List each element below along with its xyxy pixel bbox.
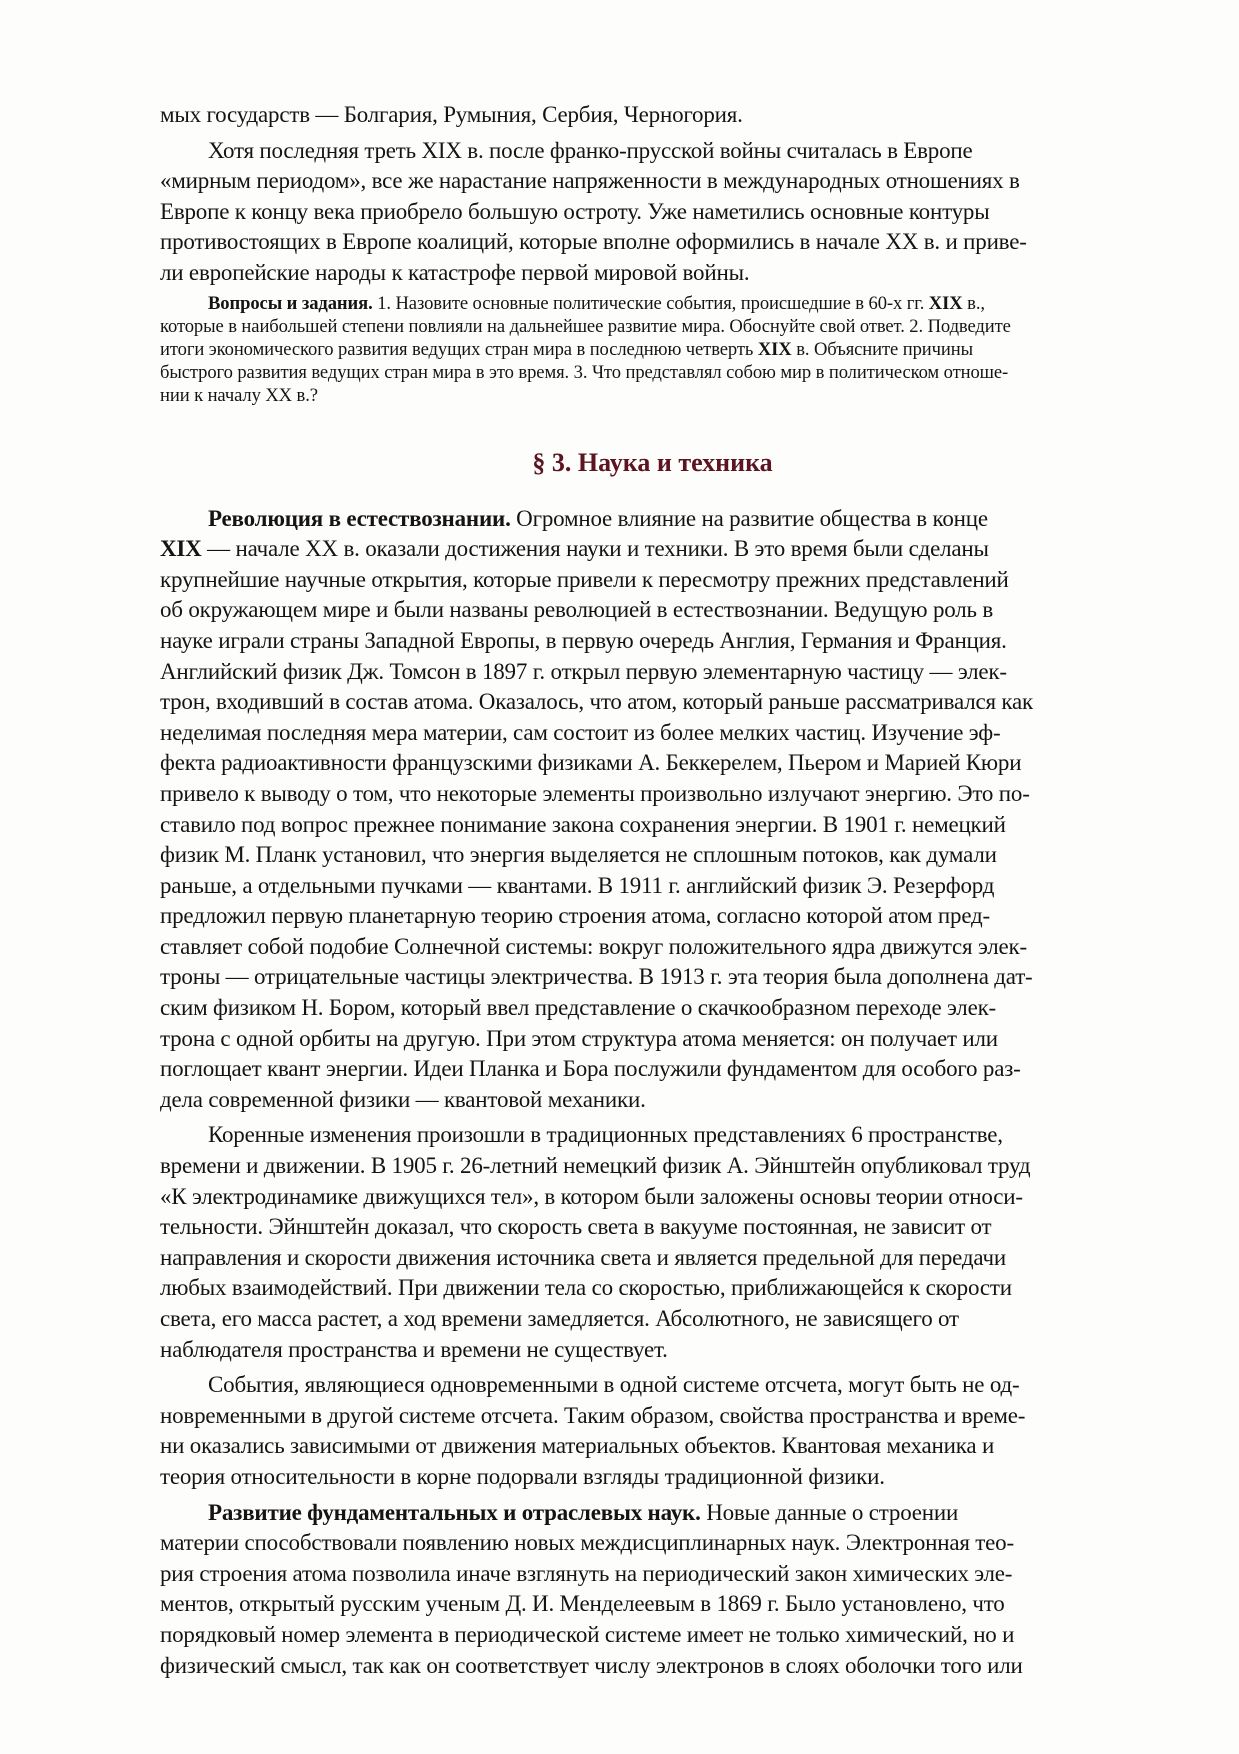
text-line xyxy=(160,1243,1145,1274)
text-run: мых государств — Болгария, Румыния, Сербия, Черногория. xyxy=(160,102,743,127)
text-line xyxy=(160,292,1145,315)
text-line xyxy=(160,136,1145,167)
paragraph xyxy=(160,504,1145,1116)
text-run: События, являющиеся одновременными в одной системе отсчета, могут быть не од- xyxy=(208,1372,1020,1398)
paragraph xyxy=(160,136,1145,289)
text-run: новременными в другой системе отсчета. Таким образом, свойства пространства и време- xyxy=(160,1402,1026,1428)
text-run: направления и скорости движения источника света и является предельной для передачи xyxy=(160,1244,1006,1270)
text-line xyxy=(160,1212,1145,1243)
text-run: неделимая последняя мера материи, сам состоит из более мелких частиц. Изучение эф- xyxy=(160,719,1001,745)
text-run: ли европейские народы к катастрофе первой мировой войны. xyxy=(160,259,750,285)
text-run: ментов, открытый русским ученым Д. И. Менделеевым в 1869 г. Было установлено, что xyxy=(160,1591,1005,1617)
bold-text-run: Вопросы и задания. xyxy=(208,292,373,314)
document-content xyxy=(160,100,1145,1681)
text-line xyxy=(160,1431,1145,1462)
bold-text-run: Революция в естествознании. xyxy=(208,505,511,531)
text-line xyxy=(160,1462,1145,1493)
bold-text-run: Развитие фундаментальных и отраслевых наук. xyxy=(208,1499,701,1525)
text-line xyxy=(160,1589,1145,1620)
text-run: ставляет собой подобие Солнечной системы: вокруг положительного ядра движутся элек- xyxy=(160,933,1027,959)
questions-paragraph xyxy=(160,292,1145,408)
text-line xyxy=(160,687,1145,718)
text-run: привело к выводу о том, что некоторые элементы произвольно излучают энергию. Это по- xyxy=(160,780,1030,806)
text-run: ставило под вопрос прежнее понимание закона сохранения энергии. В 1901 г. немецкий xyxy=(160,811,1006,837)
text-line xyxy=(160,197,1145,228)
text-run: «мирным периодом», все же нарастание напряженности в международных отношениях в xyxy=(160,168,1020,194)
section-heading xyxy=(160,448,1145,478)
text-line xyxy=(160,1120,1145,1151)
text-run: Европе к концу века приобрело большую остроту. Уже наметились основные контуры xyxy=(160,198,990,224)
paragraph xyxy=(160,1370,1145,1492)
text-line xyxy=(160,1370,1145,1401)
text-run: ни оказались зависимыми от движения материальных объектов. Квантовая механика и xyxy=(160,1433,995,1459)
text-line xyxy=(160,166,1145,197)
text-run: теория относительности в корне подорвали взгляды традиционной физики. xyxy=(160,1463,885,1489)
text-run: поглощает квант энергии. Идеи Планка и Бора послужили фундаментом для особого раз- xyxy=(160,1056,1021,1082)
text-line xyxy=(160,932,1145,963)
text-line xyxy=(160,1620,1145,1651)
text-line xyxy=(160,840,1145,871)
text-line xyxy=(160,1528,1145,1559)
text-run: Огромное влияние на развитие общества в конце xyxy=(510,505,988,531)
text-line xyxy=(160,384,1145,407)
text-line xyxy=(160,657,1145,688)
text-run: наблюдателя пространства и времени не существует. xyxy=(160,1336,668,1362)
text-run: физик М. Планк установил, что энергия выделяется не сплошным потоков, как думали xyxy=(160,842,997,868)
text-line xyxy=(160,258,1145,289)
text-run: быстрого развития ведущих стран мира в это время. 3. Что представлял собою мир в политическом отноше- xyxy=(160,362,1009,384)
text-line xyxy=(160,565,1145,596)
text-run: троны — отрицательные частицы электричества. В 1913 г. эта теория была дополнена дат- xyxy=(160,964,1033,990)
text-run: об окружающем мире и были названы революцией в естествознании. Ведущую роль в xyxy=(160,597,994,623)
text-line xyxy=(160,100,1145,131)
text-line xyxy=(160,338,1145,361)
bold-text-run: XIX xyxy=(160,536,202,562)
text-line xyxy=(160,227,1145,258)
text-run: Английский физик Дж. Томсон в 1897 г. открыл первую элементарную частицу — элек- xyxy=(160,658,1007,684)
text-line xyxy=(160,810,1145,841)
text-line xyxy=(160,993,1145,1024)
paragraph xyxy=(160,1498,1145,1682)
text-run: в. Объясните причины xyxy=(791,338,973,360)
text-run: трона с одной орбиты на другую. При этом структура атома меняется: он получает или xyxy=(160,1025,998,1051)
text-run: фекта радиоактивности французскими физиками А. Беккерелем, Пьером и Марией Кюри xyxy=(160,750,1022,776)
text-line xyxy=(160,962,1145,993)
text-line xyxy=(160,595,1145,626)
text-line xyxy=(160,1498,1145,1529)
text-line xyxy=(160,315,1145,338)
text-line xyxy=(160,718,1145,749)
text-run: раньше, а отдельными пучками — квантами. В 1911 г. английский физик Э. Резерфорд xyxy=(160,872,995,898)
text-line xyxy=(160,1335,1145,1366)
text-line xyxy=(160,1085,1145,1116)
text-line xyxy=(160,1054,1145,1085)
text-line xyxy=(160,1182,1145,1213)
text-line xyxy=(160,1401,1145,1432)
text-line xyxy=(160,1304,1145,1335)
text-line xyxy=(160,534,1145,565)
text-line xyxy=(160,871,1145,902)
text-run: в., xyxy=(962,292,985,314)
text-run: тельности. Эйнштейн доказал, что скорость света в вакууме постоянная, не зависит от xyxy=(160,1214,992,1240)
text-line xyxy=(160,1559,1145,1590)
text-line xyxy=(160,361,1145,384)
text-line xyxy=(160,1651,1145,1682)
text-run: Хотя последняя треть XIX в. после франко-прусской войны считалась в Европе xyxy=(208,137,973,163)
text-line xyxy=(160,779,1145,810)
bold-text-run: § 3. Наука и техника xyxy=(532,447,773,477)
text-run: рия строения атома позволила иначе взглянуть на периодический закон химических эле- xyxy=(160,1560,1013,1586)
text-run: 1. Назовите основные политические события, происшедшие в 60-х гг. xyxy=(372,292,929,314)
text-run: дела современной физики — квантовой механики. xyxy=(160,1086,646,1112)
text-line xyxy=(160,1024,1145,1055)
text-run: материи способствовали появлению новых междисциплинарных наук. Электронная тео- xyxy=(160,1530,1014,1556)
text-line xyxy=(160,626,1145,657)
text-run: итоги экономического развития ведущих стран мира в последнюю четверть xyxy=(160,338,758,360)
text-line xyxy=(160,901,1145,932)
text-run: трон, входивший в состав атома. Оказалось, что атом, который раньше рассматривался как xyxy=(160,689,1034,715)
text-run: времени и движении. В 1905 г. 26-летний немецкий физик А. Эйнштейн опубликовал труд xyxy=(160,1153,1031,1179)
text-run: противостоящих в Европе коалиций, которые вполне оформились в начале XX в. и приве- xyxy=(160,229,1027,255)
text-run: любых взаимодействий. При движении тела со скоростью, приближающейся к скорости xyxy=(160,1275,1012,1301)
text-run: которые в наибольшей степени повлияли на дальнейшее развитие мира. Обоснуйте свой ответ. 2. Подведите xyxy=(160,315,1011,337)
bold-text-run: XIX xyxy=(928,292,963,314)
text-line xyxy=(160,504,1145,535)
text-line xyxy=(160,1273,1145,1304)
text-run: предложил первую планетарную теорию строения атома, согласно которой атом пред- xyxy=(160,903,991,929)
text-line xyxy=(160,448,1145,478)
text-run: «К электродинамике движущихся тел», в котором были заложены основы теории относи- xyxy=(160,1183,1023,1209)
text-run: науке играли страны Западной Европы, в первую очередь Англия, Германия и Франция. xyxy=(160,627,1007,653)
text-run: — начале XX в. оказали достижения науки и техники. В это время были сделаны xyxy=(201,536,989,562)
text-run: Коренные изменения произошли в традиционных представлениях 6 пространстве, xyxy=(208,1122,1003,1148)
text-run: физический смысл, так как он соответствует числу электронов в слоях оболочки того или xyxy=(160,1652,1023,1678)
text-line xyxy=(160,1151,1145,1182)
text-run: света, его масса растет, а ход времени замедляется. Абсолютного, не зависящего от xyxy=(160,1306,959,1332)
bold-text-run: XIX xyxy=(757,338,792,360)
paragraph xyxy=(160,1120,1145,1365)
text-run: порядковый номер элемента в периодической системе имеет не только химический, но и xyxy=(160,1621,1015,1647)
text-line xyxy=(160,748,1145,779)
paragraph xyxy=(160,100,1145,131)
text-run: крупнейшие научные открытия, которые привели к пересмотру прежних представлений xyxy=(160,566,1009,592)
text-run: ским физиком Н. Бором, который ввел представление о скачкообразном переходе элек- xyxy=(160,995,997,1021)
text-run: нии к началу XX в.? xyxy=(160,385,318,407)
text-run: Новые данные о строении xyxy=(700,1499,959,1525)
